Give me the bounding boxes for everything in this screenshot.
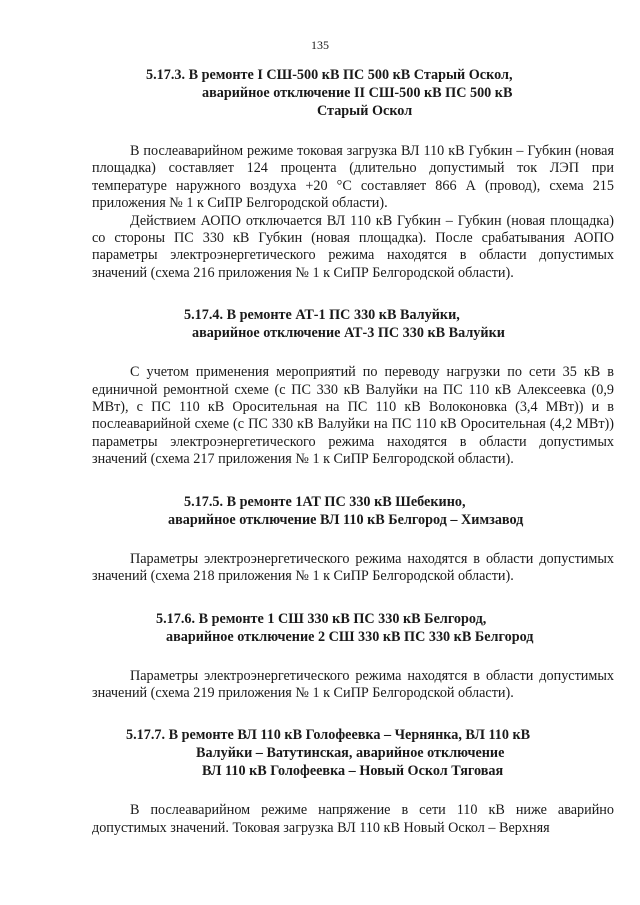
- paragraph: В послеаварийном режиме напряжение в сети 110 кВ ниже аварийно допустимых значений. Токовая загрузка ВЛ 110 кВ Новый Оскол – Верхняя: [92, 802, 614, 836]
- heading-line: 5.17.6. В ремонте 1 СШ 330 кВ ПС 330 кВ Белгород,: [156, 610, 487, 627]
- heading-line: 5.17.3. В ремонте I СШ-500 кВ ПС 500 кВ Старый Оскол,: [146, 67, 513, 83]
- heading-line: ВЛ 110 кВ Голофеевка – Новый Оскол Тяговая: [202, 763, 504, 780]
- section-heading-5-17-4: [92, 306, 614, 342]
- section-heading-5-17-6: [92, 610, 614, 646]
- document-body: [92, 60, 614, 837]
- paragraph: В послеаварийном режиме токовая загрузка ВЛ 110 кВ Губкин – Губкин (новая площадка) составляет 124 процента (длительно допустимый ток ЛЭП при температуре наружного воздуха +20 °С составляет 866 А (провод), схема 215 приложения № 1 к СиПР Белгородской области).: [92, 143, 614, 212]
- heading-line: аварийное отключение 2 СШ 330 кВ ПС 330 кВ Белгород: [166, 628, 534, 645]
- heading-line: 5.17.4. В ремонте АТ-1 ПС 330 кВ Валуйки,: [184, 307, 460, 324]
- paragraph: Параметры электроэнергетического режима находятся в области допустимых значений (схема 218 приложения № 1 к СиПР Белгородской области).: [92, 550, 614, 585]
- heading-line: 5.17.7. В ремонте ВЛ 110 кВ Голофеевка – Чернянка, ВЛ 110 кВ: [126, 727, 531, 744]
- paragraph: Действием АОПО отключается ВЛ 110 кВ Губкин – Губкин (новая площадка) со стороны ПС 330 кВ Губкин (новая площадка). После срабатывания АОПО параметры электроэнергетического режима находятся в области допустимых значений (схема 216 приложения № 1 к СиПР Белгородской области).: [92, 212, 614, 281]
- section-heading-5-17-5: [92, 493, 614, 529]
- page-number: 135: [311, 38, 329, 52]
- heading-line: аварийное отключение АТ-3 ПС 330 кВ Валуйки: [192, 325, 505, 342]
- section-heading-5-17-7: [92, 726, 614, 780]
- heading-line: аварийное отключение II СШ-500 кВ ПС 500 кВ: [202, 85, 513, 101]
- paragraph: С учетом применения мероприятий по переводу нагрузки по сети 35 кВ в единичной ремонтной схеме (с ПС 330 кВ Валуйки на ПС 110 кВ Алексеевка (0,9 МВт), с ПС 110 кВ Оросительная на ПС 110 кВ Волоконовка (3,4 МВт)) и в послеаварийной схеме (с ПС 330 кВ Валуйки на ПС 110 кВ Оросительная (4,2 МВт)) параметры электроэнергетического режима находятся в области допустимых значений (схема 217 приложения № 1 к СиПР Белгородской области).: [92, 364, 614, 468]
- heading-line: аварийное отключение ВЛ 110 кВ Белгород – Химзавод: [168, 511, 524, 528]
- section-heading-5-17-3: [92, 66, 614, 120]
- heading-line: 5.17.5. В ремонте 1АТ ПС 330 кВ Шебекино,: [184, 493, 466, 510]
- heading-line: Валуйки – Ватутинская, аварийное отключение: [196, 745, 505, 762]
- heading-line: Старый Оскол: [317, 103, 413, 119]
- paragraph: Параметры электроэнергетического режима находятся в области допустимых значений (схема 219 приложения № 1 к СиПР Белгородской области).: [92, 667, 614, 701]
